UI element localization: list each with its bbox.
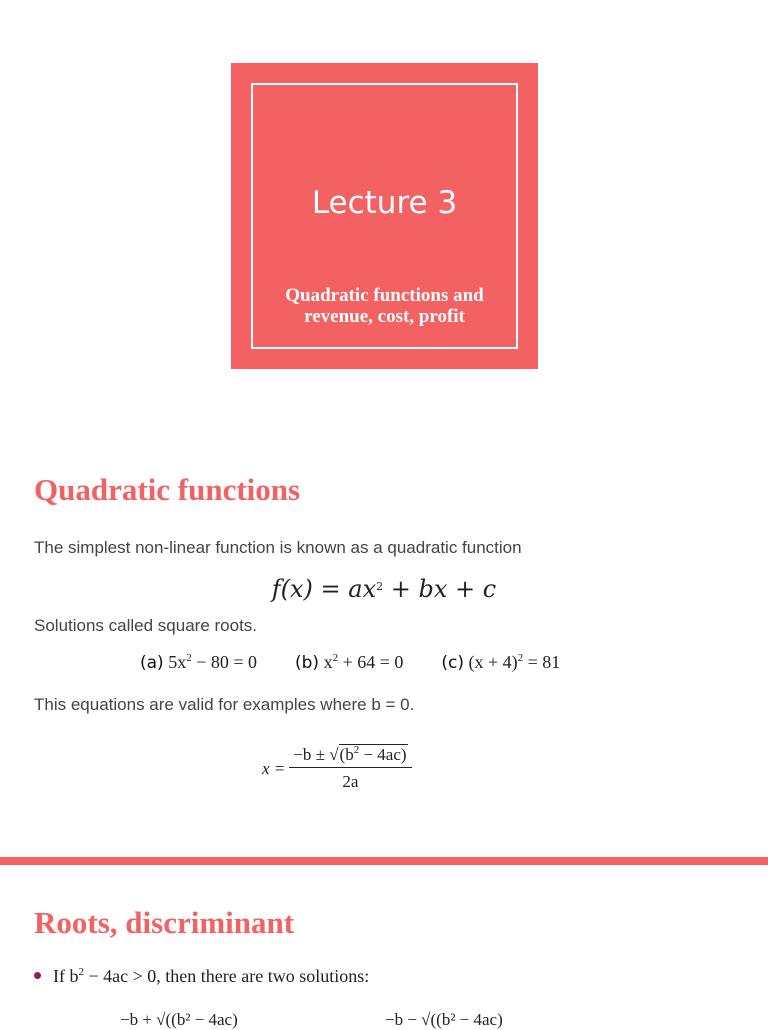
example-term: = 81 xyxy=(523,652,561,672)
formula-eq: = xyxy=(312,575,349,603)
example-term: + 64 = 0 xyxy=(338,652,404,672)
root-formula-1: −b + √((b² − 4ac) xyxy=(120,1010,238,1029)
example-label: (b) xyxy=(295,653,320,673)
bullet-dot-icon xyxy=(34,972,41,979)
title-card xyxy=(231,63,538,369)
intro-text: The simplest non-linear function is known as a quadratic function xyxy=(34,538,522,557)
title-frame xyxy=(251,83,518,349)
bullet-exponent: 2 xyxy=(78,966,84,978)
example-exponent: 2 xyxy=(332,652,339,664)
sqrt-sign: √ xyxy=(329,745,339,764)
example-term: x xyxy=(319,652,333,672)
section-heading-quadratic: Quadratic functions xyxy=(34,472,301,507)
bullet-text-post: − 4ac > 0, then there are two solutions: xyxy=(84,966,370,986)
bullet-text-pre: If b xyxy=(53,966,79,986)
example-exponent: 2 xyxy=(517,652,524,664)
sqrt-radicand xyxy=(339,744,408,764)
quadratic-formula xyxy=(262,745,412,792)
radicand-b: (b xyxy=(339,745,354,764)
example-c xyxy=(441,652,560,673)
quadratic-lhs: x = xyxy=(262,758,286,778)
quadratic-denominator: 2a xyxy=(342,772,359,791)
quadratic-function-formula xyxy=(0,575,768,603)
formula-rest: + bx + c xyxy=(383,575,497,603)
radicand-exponent: 2 xyxy=(353,744,360,756)
quadratic-numerator xyxy=(289,745,411,768)
example-term: − 80 = 0 xyxy=(191,652,257,672)
subtitle-line-1: Quadratic functions and xyxy=(285,285,484,306)
example-b xyxy=(295,652,403,673)
section-heading-roots: Roots, discriminant xyxy=(34,905,295,940)
formula-exp: 2 xyxy=(376,580,384,593)
example-exponent: 2 xyxy=(186,652,192,664)
example-term: 5x xyxy=(163,652,187,672)
example-label: (c) xyxy=(441,653,464,673)
formula-lhs: f(x) xyxy=(271,575,313,603)
lecture-title: Lecture 3 xyxy=(311,185,458,221)
examples-row xyxy=(140,652,560,673)
example-label: (a) xyxy=(140,653,164,673)
numerator-prefix: −b ± xyxy=(293,745,330,764)
radicand-rest: − 4ac) xyxy=(359,745,407,764)
example-term: (x + 4) xyxy=(464,652,518,672)
lecture-subtitle xyxy=(253,285,516,327)
square-roots-text: Solutions called square roots. xyxy=(34,616,258,635)
subtitle-line-2: revenue, cost, profit xyxy=(304,306,465,327)
formula-a: ax xyxy=(348,575,377,603)
discriminant-bullet xyxy=(34,966,369,987)
example-a xyxy=(140,652,257,673)
root-formula-2: −b − √((b² − 4ac) xyxy=(385,1010,503,1029)
validity-text: This equations are valid for examples where b = 0. xyxy=(34,695,415,714)
quadratic-fraction xyxy=(289,745,411,792)
section-divider xyxy=(0,857,768,865)
